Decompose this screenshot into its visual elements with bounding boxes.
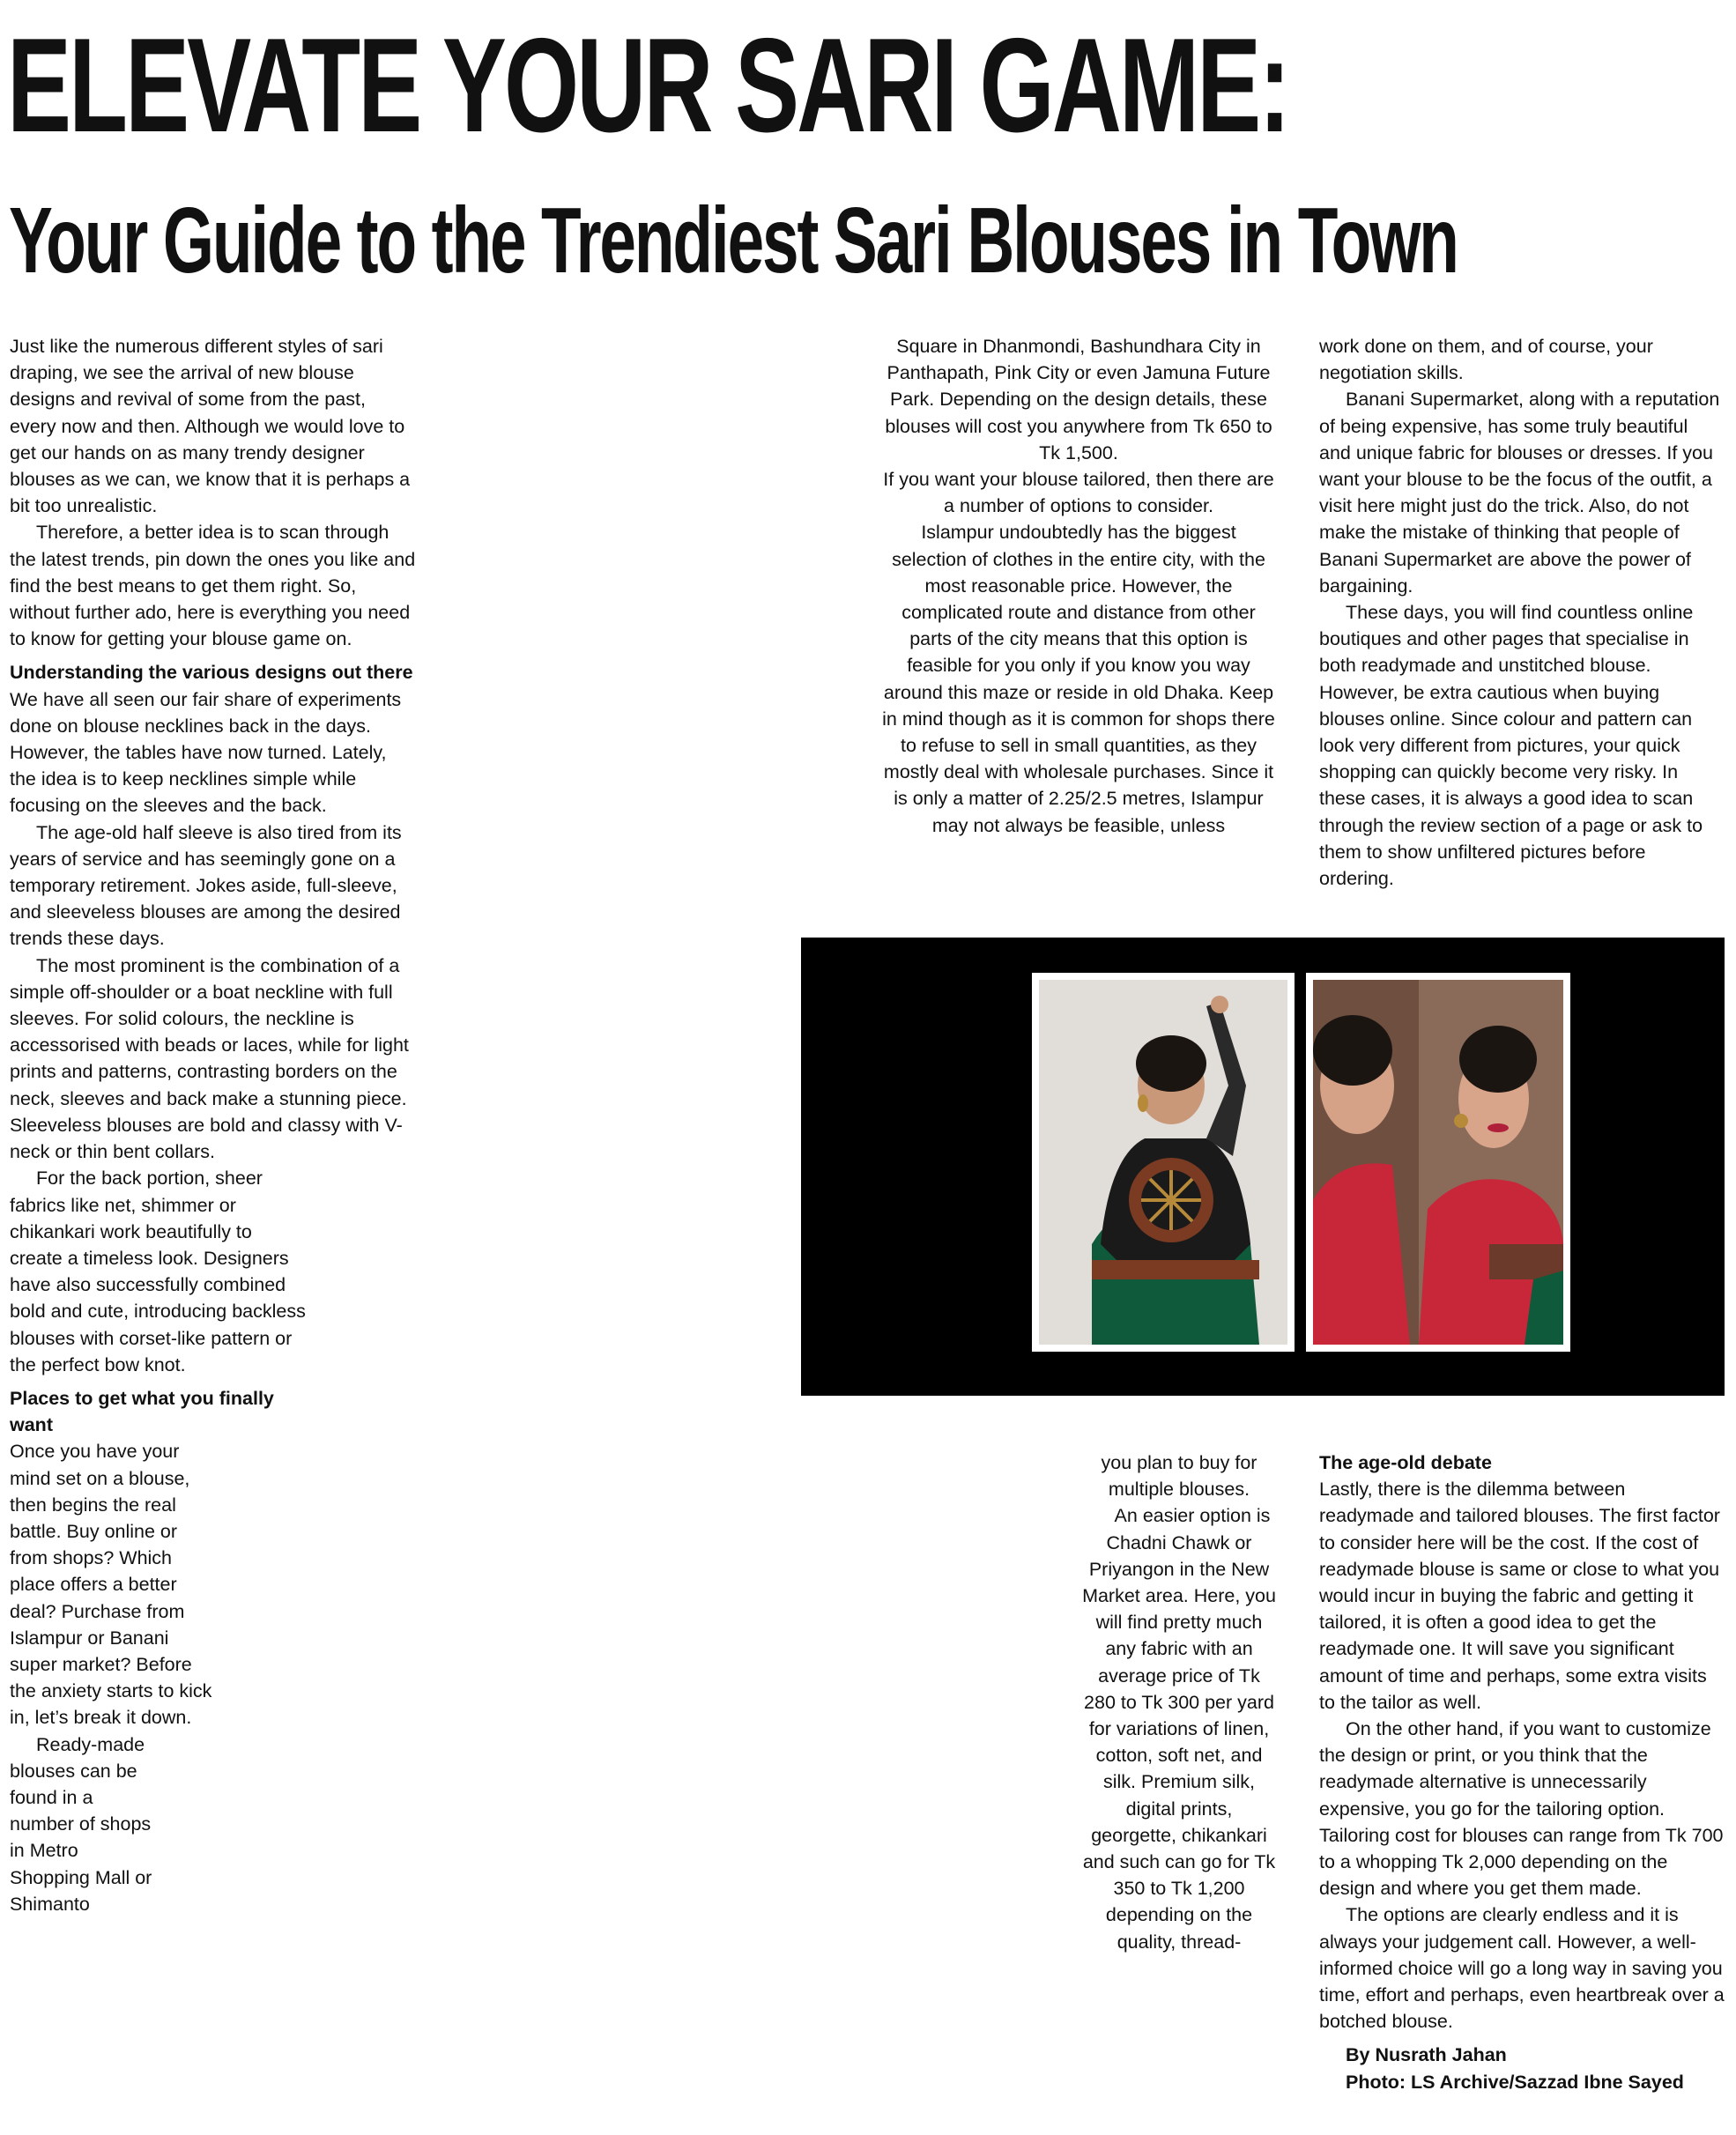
sari-back-view-photo	[1039, 980, 1287, 1345]
paragraph: On the other hand, if you want to customize the design or print, or you think that the readymade alternative is unnecessarily expensive, you go for the tailoring option. Tailoring cost for blouses can range from Tk 700 to a whopping Tk 2,000 depending on the design and where you get them made.	[1319, 1718, 1724, 1900]
paragraph: The age-old half sleeve is also tired from its years of service and has seemingly gone on a temporary retirement. Jokes aside, full-sleeve, and sleeveless blouses are among the desired trends these days.	[10, 821, 402, 950]
paragraph: An easier option is Chadni Chawk or Priyangon in the New Market area. Here, you will find pretty much any fabric with an average price of Tk 280 to Tk 300 per yard for variations of linen, cotton, soft net, and silk. Premium silk, digital prints, georgette, chikankari and such can go for Tk 350 to Tk 1,200 depending on the quality, thread-	[1082, 1505, 1276, 1953]
paragraph: Ready-made blouses can be found in a number of shops in Metro Shopping Mall or Shimanto	[10, 1733, 152, 1915]
paragraph: These days, you will find countless online boutiques and other pages that specialise in both readymade and unstitched blouse. However, be extra cautious when buying blouses online. Since colour and pattern can look very different from pictures, your quick shopping can quickly become very risky. In these cases, it is always a good idea to scan through the review section of a page or ask to them to show unfiltered pictures before ordering.	[1319, 602, 1703, 890]
headline: ELEVATE YOUR SARI GAME:	[7, 11, 1288, 160]
paragraph: you plan to buy for multiple blouses.	[1101, 1452, 1257, 1501]
photo-frame-right	[1306, 973, 1570, 1352]
paragraph: Once you have your mind set on a blouse, then begins the real battle. Buy online or from shops? Which place offers a better deal? Purchase from Islampur or Banani super market? Before the anxiety starts to kick in, let’s break it down.	[10, 1441, 212, 1729]
paragraph: The options are clearly endless and it is always your judgement call. However, a well-informed choice will go a long way in saving you time, effort and perhaps, even heartbreak over a botched blouse.	[1319, 1904, 1725, 2033]
paragraph: The most prominent is the combination of a simple off-shoulder or a boat neckline with full sleeves. For solid colours, the neckline is accessorised with beads or laces, while for light prints and patterns, contrasting borders on the neck, sleeves and back make a stunning piece. Sleeveless blouses are bold and classy with V-neck or thin bent collars.	[10, 954, 409, 1163]
paragraph: Just like the numerous different styles of sari draping, we see the arrival of new blouse designs and revival of some from the past, every now and then. Although we would love to get our hands on as many trendy designer blouses as we can, we know that it is perhaps a bit too unrealistic.	[10, 336, 411, 517]
article-column-4	[1082, 1449, 1276, 1955]
photo-band	[801, 938, 1725, 1396]
article-column-3	[1319, 333, 1721, 892]
section-heading: Places to get what you finally want	[10, 1387, 274, 1436]
article-column-1	[10, 333, 417, 1917]
section-heading: The age-old debate	[1319, 1452, 1492, 1473]
article-column-5	[1319, 1449, 1725, 2095]
paragraph: For the back portion, sheer fabrics like net, shimmer or chikankari work beautifully to create a timeless look. Designers have also successfully combined bold and cute, introducing backless blouses with corset-like pattern or the perfect bow knot.	[10, 1168, 306, 1375]
byline: By Nusrath Jahan	[1346, 2044, 1507, 2066]
section-heading: Understanding the various designs out there	[10, 662, 413, 684]
article-column-2	[881, 333, 1276, 839]
paragraph: Lastly, there is the dilemma between readymade and tailored blouses. The first factor to consider here will be the cost. If the cost of readymade blouse is same or close to what you would incur in buying the fabric and getting it tailored, it is often a good idea to get the readymade one. It will save you significant amount of time and perhaps, some extra visits to the tailor as well.	[1319, 1479, 1720, 1713]
paragraph: Islampur undoubtedly has the biggest selection of clothes in the entire city, with the most reasonable price. However, the complicated route and distance from other parts of the city means that this option is feasible for you only if you know you way around this maze or reside in old Dhaka. Keep in mind though as it is common for shops there to refuse to sell in small quantities, as they mostly deal with wholesale purchases. Since it is only a matter of 2.25/2.5 metres, Islampur may not always be feasible, unless	[882, 522, 1275, 836]
photo-frame-left	[1032, 973, 1295, 1352]
paragraph: work done on them, and of course, your negotiation skills.	[1319, 336, 1653, 384]
paragraph: Therefore, a better idea is to scan through the latest trends, pin down the ones you like and find the best means to get them right. So, without further ado, here is everything you need to know for getting your blouse game on.	[10, 522, 416, 650]
paragraph: Banani Supermarket, along with a reputation of being expensive, has some truly beautiful and unique fabric for blouses or dresses. If you want your blouse to be the focus of the outfit, a visit here might just do the trick. Also, do not make the mistake of thinking that people of Banani Supermarket are above the power of bargaining.	[1319, 389, 1720, 597]
paragraph: Square in Dhanmondi, Bashundhara City in Panthapath, Pink City or even Jamuna Future Park. Depending on the design details, these blouses will cost you anywhere from Tk 650 to Tk 1,500.	[885, 336, 1272, 463]
mirror-portrait-photo	[1313, 980, 1563, 1345]
paragraph: If you want your blouse tailored, then there are a number of options to consider.	[883, 469, 1274, 517]
paragraph: We have all seen our fair share of experiments done on blouse necklines back in the days. However, the tables have now turned. Lately, the idea is to keep necklines simple while focusing on the sleeves and the back.	[10, 688, 402, 817]
subheadline: Your Guide to the Trendiest Sari Blouses in Town	[9, 189, 1458, 293]
photo-credit: Photo: LS Archive/Sazzad Ibne Sayed	[1346, 2071, 1684, 2093]
